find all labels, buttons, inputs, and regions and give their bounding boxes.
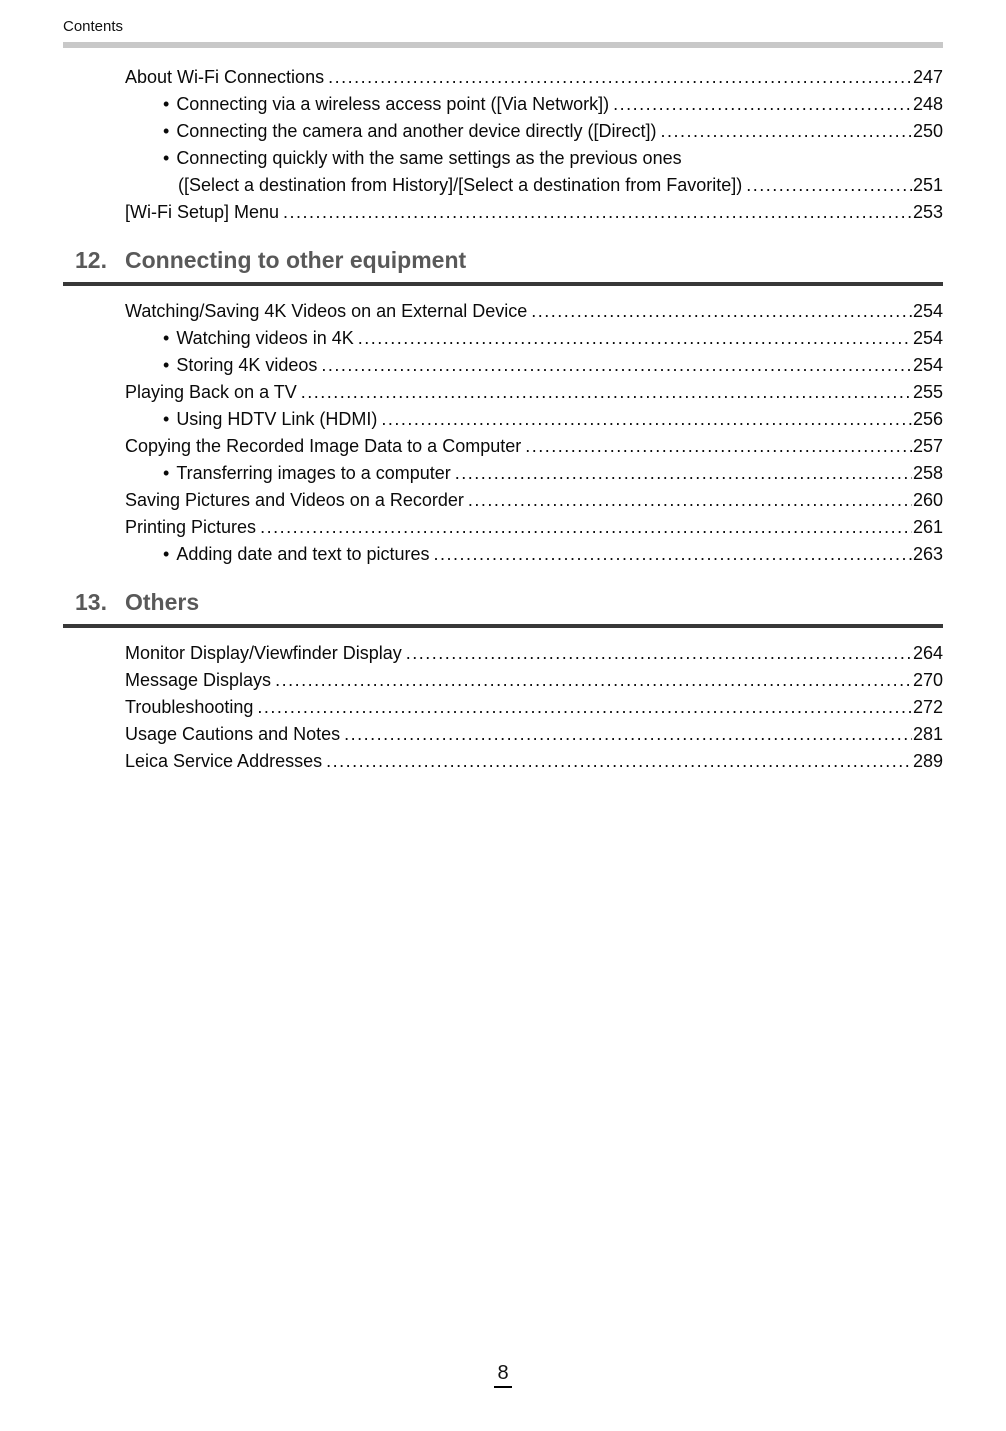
toc-page-number: 272	[912, 697, 943, 717]
toc-page-number: 255	[912, 382, 943, 402]
bullet-icon: •	[163, 409, 170, 429]
dot-leader	[468, 487, 912, 514]
toc-entry-text: • Storing 4K videos	[163, 355, 318, 375]
dot-leader	[260, 514, 912, 541]
toc-page-number: 289	[912, 751, 943, 771]
bullet-icon: •	[163, 463, 170, 483]
toc-page-number: 260	[912, 490, 943, 510]
toc-entry-text: • Connecting via a wireless access point ([Via Network])	[163, 94, 610, 114]
toc-entry	[63, 748, 943, 775]
dot-leader	[358, 325, 912, 352]
dot-leader	[283, 199, 912, 226]
toc-page-number: 281	[912, 724, 943, 744]
toc-page-number: 250	[912, 121, 943, 141]
toc-entry-text: Leica Service Addresses	[125, 751, 323, 771]
toc-page-number: 256	[912, 409, 943, 429]
toc-entry	[63, 640, 943, 667]
toc-entry	[63, 352, 943, 379]
toc-page-number: 254	[912, 355, 943, 375]
toc-entry-text: • Watching videos in 4K	[163, 328, 354, 348]
toc-entry	[63, 91, 943, 118]
toc-page-number: 263	[912, 544, 943, 564]
dot-leader	[344, 721, 912, 748]
header-rule	[63, 42, 943, 48]
toc-entry-text: Monitor Display/Viewfinder Display	[125, 643, 402, 663]
page-footer	[0, 1362, 1006, 1388]
toc-page-number: 254	[912, 328, 943, 348]
toc-entry	[63, 433, 943, 460]
dot-leader	[321, 352, 912, 379]
section-heading	[63, 246, 943, 274]
toc-entry	[63, 721, 943, 748]
toc-entry-text: Saving Pictures and Videos on a Recorder	[125, 490, 464, 510]
dot-leader	[381, 406, 912, 433]
toc-entry-text: About Wi-Fi Connections	[125, 67, 325, 87]
toc-page-number: 264	[912, 643, 943, 663]
toc-page-number: 258	[912, 463, 943, 483]
bullet-icon: •	[163, 121, 170, 141]
bullet-icon: •	[163, 328, 170, 348]
toc-page-number: 248	[912, 94, 943, 114]
section-number: 12.	[75, 247, 107, 273]
toc-entry-group	[63, 298, 943, 568]
toc-entry-text: • Transferring images to a computer	[163, 463, 451, 483]
toc-entry	[63, 172, 943, 199]
dot-leader	[613, 91, 912, 118]
section-rule	[63, 624, 943, 628]
toc-entry	[63, 379, 943, 406]
toc-entry-group	[63, 640, 943, 775]
section-number: 13.	[75, 589, 107, 615]
section-heading	[63, 588, 943, 616]
toc-page-number: 270	[912, 670, 943, 690]
toc-page-number: 253	[912, 202, 943, 222]
toc-entry-text: • Adding date and text to pictures	[163, 544, 430, 564]
dot-leader	[661, 118, 912, 145]
toc-entry-text: Usage Cautions and Notes	[125, 724, 341, 744]
section-title: Others	[125, 589, 200, 615]
dot-leader	[433, 541, 911, 568]
toc-entry	[63, 118, 943, 145]
dot-leader	[406, 640, 912, 667]
dot-leader	[328, 64, 912, 91]
toc-entry	[63, 145, 943, 172]
table-of-contents	[63, 64, 943, 775]
toc-page-number: 247	[912, 67, 943, 87]
toc-entry-text: Copying the Recorded Image Data to a Computer	[125, 436, 522, 456]
header-label: Contents	[63, 18, 124, 35]
toc-entry-text: • Using HDTV Link (HDMI)	[163, 409, 378, 429]
bullet-icon: •	[163, 94, 170, 114]
bullet-icon: •	[163, 148, 170, 168]
toc-entry-text: Troubleshooting	[125, 697, 254, 717]
toc-entry	[63, 667, 943, 694]
toc-entry	[63, 514, 943, 541]
toc-entry-text: [Wi-Fi Setup] Menu	[125, 202, 280, 222]
toc-entry-group	[63, 64, 943, 226]
dot-leader	[525, 433, 912, 460]
toc-page-number: 254	[912, 301, 943, 321]
toc-entry-text: Watching/Saving 4K Videos on an External Device	[125, 301, 528, 321]
toc-page-number: 251	[912, 175, 943, 195]
bullet-icon: •	[163, 355, 170, 375]
dot-leader	[746, 172, 912, 199]
dot-leader	[455, 460, 912, 487]
dot-leader	[301, 379, 912, 406]
section-rule	[63, 282, 943, 286]
dot-leader	[275, 667, 912, 694]
toc-entry	[63, 199, 943, 226]
dot-leader	[326, 748, 912, 775]
toc-page-number: 261	[912, 517, 943, 537]
toc-entry	[63, 406, 943, 433]
toc-entry	[63, 694, 943, 721]
toc-entry	[63, 64, 943, 91]
bullet-icon: •	[163, 544, 170, 564]
toc-entry	[63, 487, 943, 514]
toc-page-number: 257	[912, 436, 943, 456]
toc-entry-text: • Connecting quickly with the same settings as the previous ones	[163, 148, 682, 168]
toc-entry-text: Playing Back on a TV	[125, 382, 297, 402]
toc-entry	[63, 298, 943, 325]
toc-entry	[63, 541, 943, 568]
toc-entry-text: • Connecting the camera and another device directly ([Direct])	[163, 121, 657, 141]
page-header	[63, 18, 943, 48]
section-title: Connecting to other equipment	[125, 247, 467, 273]
dot-leader	[531, 298, 912, 325]
dot-leader	[257, 694, 912, 721]
toc-entry-text: ([Select a destination from History]/[Select a destination from Favorite])	[178, 175, 743, 195]
toc-entry	[63, 325, 943, 352]
toc-entry-text: Printing Pictures	[125, 517, 257, 537]
footer-page-number: 8	[494, 1362, 511, 1388]
toc-entry-text: Message Displays	[125, 670, 272, 690]
toc-entry	[63, 460, 943, 487]
